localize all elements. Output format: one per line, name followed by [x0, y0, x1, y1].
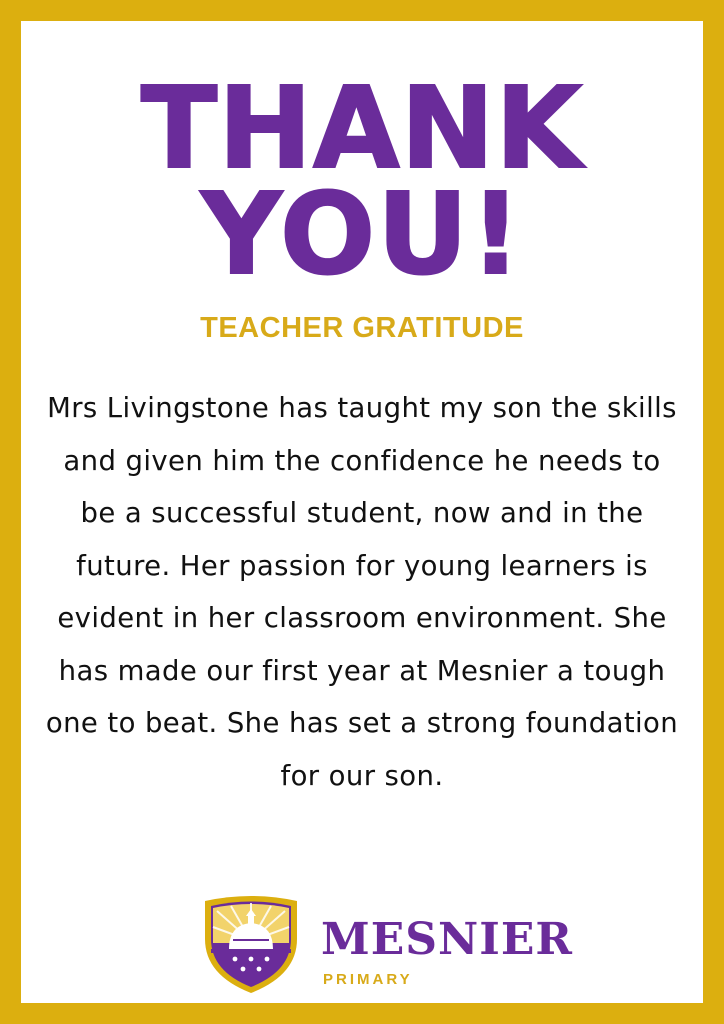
logo-school-name: MESNIER [321, 914, 573, 965]
logo-school-type: PRIMARY [323, 971, 413, 988]
testimonial-text: Mrs Livingstone has taught my son the skills and given him the confidence he needs to be a successful student, now and in the future. Her passion for young learners is evident in her classroom environment. She has made our first year at Mesnier a tough one to beat. She has set a strong foundation for our son. [45, 392, 679, 792]
school-crest-shield-icon [199, 893, 303, 997]
headline-you: YOU! [200, 170, 524, 300]
headline-thank: THANK [140, 64, 584, 194]
school-logo [199, 893, 579, 997]
subtitle: TEACHER GRATITUDE [200, 312, 524, 344]
